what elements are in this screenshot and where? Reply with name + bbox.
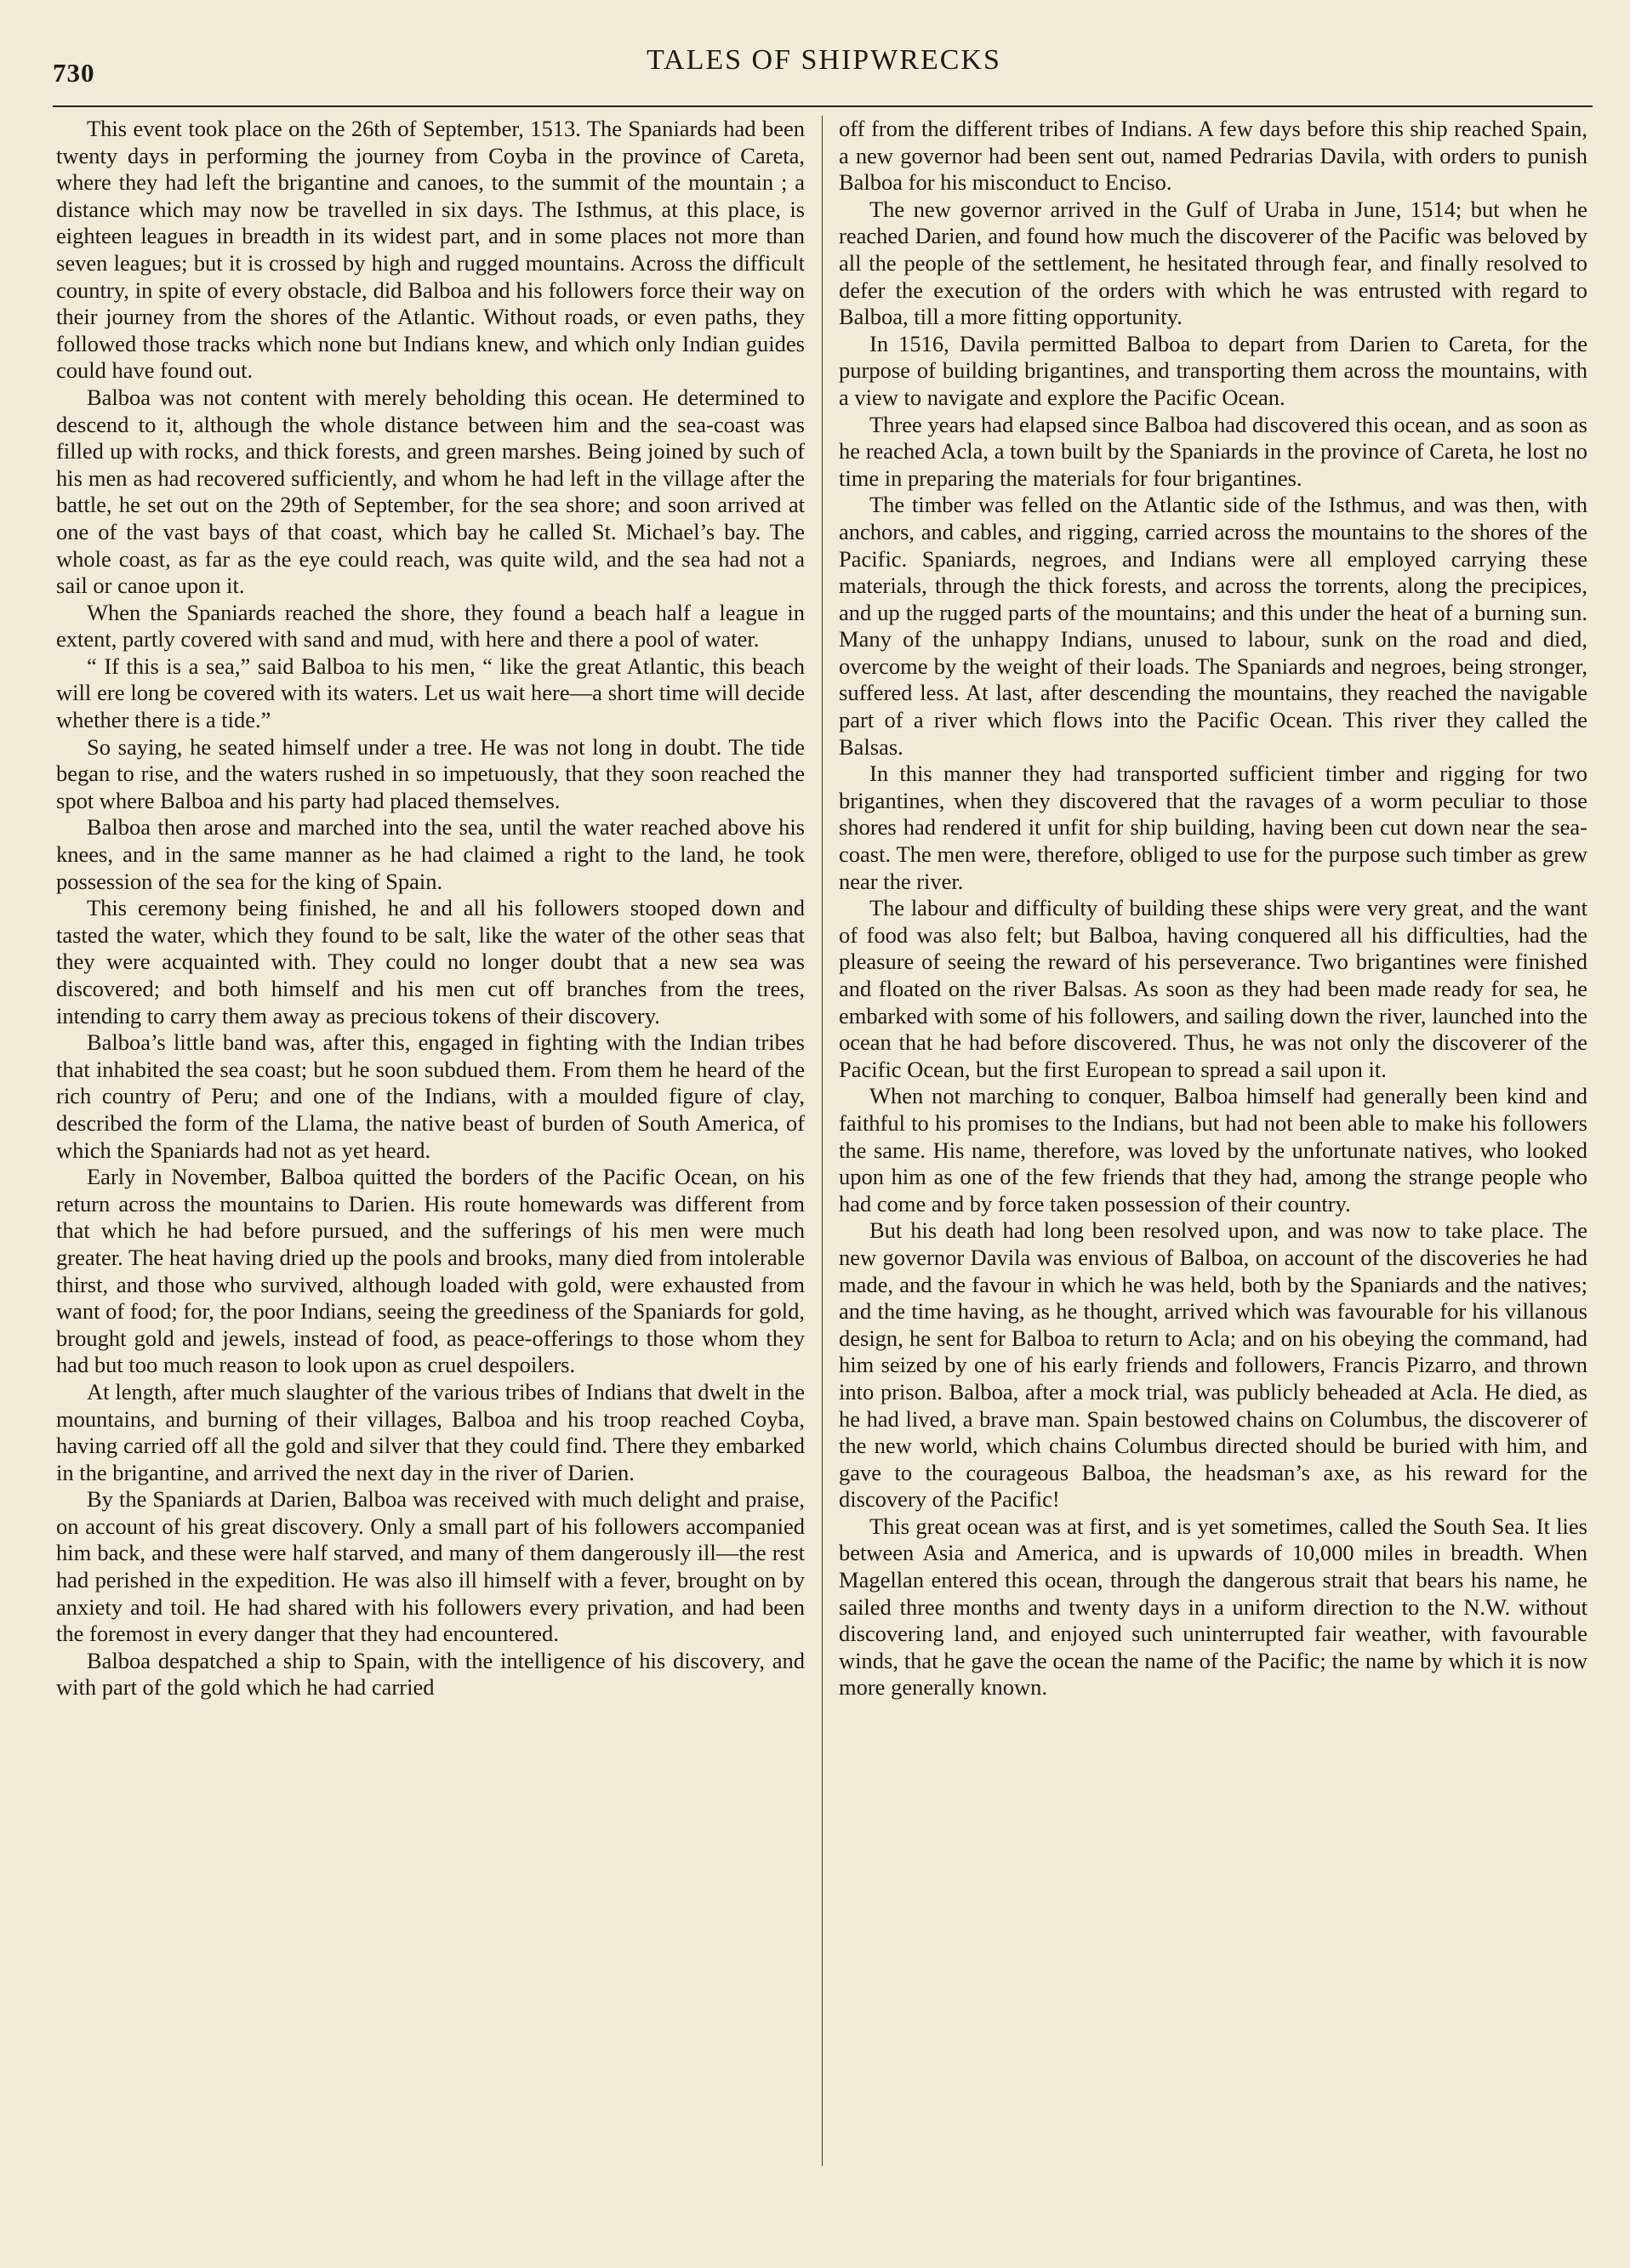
column-divider [822,116,823,2166]
paragraph: In this manner they had transported sufficient timber and rigging for two brigantines, when they discovered that the ravages of a worm peculiar to those shores had rendered it unfit for ship building, having been cut down near the sea-coast. The men were, therefore, obliged to use for the purpose such timber as grew near the river. [839,761,1587,894]
right-column [839,116,1587,2183]
paragraph: So saying, he seated himself under a tree. He was not long in doubt. The tide began to rise, and the waters rushed in so impetuously, that they soon reached the spot where Balboa and his party had placed themselves. [56,733,805,813]
header-rule [53,105,1593,107]
paragraph: The new governor arrived in the Gulf of Uraba in June, 1514; but when he reached Darien, and found how much the discoverer of the Pacific was beloved by all the people of the settlement, he hesitated through fear, and finally resolved to defer the execution of the orders with which he was entrusted with regard to Balboa, till a more fitting opportunity. [839,196,1587,330]
paragraph: Balboa was not content with merely beholding this ocean. He determined to descend to it, although the whole distance between him and the sea-coast was filled up with rocks, and thick forests, and green marshes. Being joined by such of his men as had recovered sufficiently, and whom he had left in the village after the battle, he set out on the 29th of September, for the sea shore; and soon arrived at one of the vast bays of that coast, which bay he called St. Michael’s bay. The whole coast, as far as the eye could reach, was quite wild, and the sea had not a sail or canoe upon it. [56,384,805,599]
paragraph: Early in November, Balboa quitted the borders of the Pacific Ocean, on his return across the mountains to Darien. His route homewards was different from that which he had before pursued, and the sufferings of his men were much greater. The heat having dried up the pools and brooks, many died from intolerable thirst, and those who survived, although loaded with gold, were exhausted from want of food; for, the poor Indians, seeing the greediness of the Spaniards for gold, brought gold and jewels, instead of food, as peace-offerings to those whom they had but too much reason to look upon as cruel despoilers. [56,1164,805,1378]
paragraph: By the Spaniards at Darien, Balboa was received with much delight and praise, on account of his great discovery. Only a small part of his followers accompanied him back, and these were half starved, and many of them dangerously ill—the rest had perished in the expedition. He was also ill himself with a fever, brought on by anxiety and toil. He had shared with his followers every privation, and had been the foremost in every danger that they had encountered. [56,1486,805,1647]
paragraph: The timber was felled on the Atlantic side of the Isthmus, and was then, with anchors, and cables, and rigging, carried across the mountains to the shores of the Pacific. Spaniards, negroes, and Indians were all employed carrying these materials, through the thick forests, and across the torrents, along the precipices, and up the rugged parts of the mountains; and this under the heat of a burning sun. Many of the unhappy Indians, unused to labour, sunk on the road and died, overcome by the weight of their loads. The Spaniards and negroes, being stronger, suffered less. At last, after descending the mountains, they reached the navigable part of a river which flows into the Pacific Ocean. This river they called the Balsas. [839,492,1587,760]
paragraph: At length, after much slaughter of the various tribes of Indians that dwelt in the mountains, and burning of their villages, Balboa and his troop reached Coyba, having carried off all the gold and silver that they could find. There they embarked in the brigantine, and arrived the next day in the river of Darien. [56,1378,805,1485]
page-number: 730 [53,58,95,88]
paragraph: Three years had elapsed since Balboa had discovered this ocean, and as soon as he reached Acla, a town built by the Spaniards in the province of Careta, he lost no time in preparing the materials for four brigantines. [839,411,1587,491]
paragraph: off from the different tribes of Indians. A few days before this ship reached Spain, a new governor had been sent out, named Pedrarias Davila, with orders to punish Balboa for his misconduct to Enciso. [839,116,1587,196]
paragraph: When the Spaniards reached the shore, they found a beach half a league in extent, partly covered with sand and mud, with here and there a pool of water. [56,599,805,652]
paragraph: Balboa’s little band was, after this, engaged in fighting with the Indian tribes that inhabited the sea coast; but he soon subdued them. From them he heard of the rich country of Peru; and one of the Indians, with a moulded figure of clay, described the form of the Llama, the native beast of burden of South America, of which the Spaniards had not as yet heard. [56,1029,805,1163]
paragraph: But his death had long been resolved upon, and was now to take place. The new governor Davila was envious of Balboa, on account of the discoveries he had made, and the favour in which he was held, both by the Spaniards and the natives; and the time having, as he thought, arrived which was favourable for his villanous design, he sent for Balboa to return to Acla; and on his obeying the command, had him seized by one of his early friends and followers, Francis Pizarro, and thrown into prison. Balboa, after a mock trial, was publicly beheaded at Acla. He died, as he had lived, a brave man. Spain bestowed chains on Columbus, the discoverer of the new world, which chains Columbus directed should be buried with him, and gave to the courageous Balboa, the headsman’s axe, as his reward for the discovery of the Pacific! [839,1217,1587,1513]
paragraph: In 1516, Davila permitted Balboa to depart from Darien to Careta, for the purpose of building brigantines, and transporting them across the mountains, with a view to navigate and explore the Pacific Ocean. [839,330,1587,410]
paragraph: This event took place on the 26th of September, 1513. The Spaniards had been twenty days in performing the journey from Coyba in the province of Careta, where they had left the brigantine and canoes, to the summit of the mountain ; a distance which may now be travelled in six days. The Isthmus, at this place, is eighteen leagues in breadth in its widest part, and in some places not more than seven leagues; but it is crossed by high and rugged mountains. Across the difficult country, in spite of every obstacle, did Balboa and his followers force their way on their journey from the shores of the Atlantic. Without roads, or even paths, they followed those tracks which none but Indians knew, and which only Indian guides could have found out. [56,116,805,384]
paragraph: “ If this is a sea,” said Balboa to his men, “ like the great Atlantic, this beach will ere long be covered with its waters. Let us wait here—a short time will decide whether there is a tide.” [56,652,805,733]
paragraph: This great ocean was at first, and is yet sometimes, called the South Sea. It lies between Asia and America, and is upwards of 10,000 miles in breadth. When Magellan entered this ocean, through the dangerous strait that bears his name, he sailed three months and twenty days in a uniform direction to the N.W. without discovering land, and enjoyed such uninterrupted fair weather, with favourable winds, that he gave the ocean the name of the Pacific; the name by which it is now more generally known. [839,1513,1587,1701]
paragraph: Balboa then arose and marched into the sea, until the water reached above his knees, and in the same manner as he had claimed a right to the land, he took possession of the sea for the king of Spain. [56,814,805,894]
running-title: TALES OF SHIPWRECKS [647,44,1001,76]
paragraph: Balboa despatched a ship to Spain, with the intelligence of his discovery, and with part of the gold which he had carried [56,1647,805,1701]
paragraph: When not marching to conquer, Balboa himself had generally been kind and faithful to his promises to the Indians, but had not been able to make his followers the same. His name, therefore, was loved by the unfortunate natives, who looked upon him as one of the few friends that they had, among the strange people who had come and by force taken possession of their country. [839,1083,1587,1217]
paragraph: This ceremony being finished, he and all his followers stooped down and tasted the water, which they found to be salt, like the water of the other seas that they were acquainted with. They could no longer doubt that a new sea was discovered; and both himself and his men cut off branches from the trees, intending to carry them away as precious tokens of their discovery. [56,895,805,1029]
paragraph: The labour and difficulty of building these ships were very great, and the want of food was also felt; but Balboa, having conquered all his difficulties, had the pleasure of seeing the reward of his perseverance. Two brigantines were finished and floated on the river Balsas. As soon as they had been made ready for sea, he embarked with some of his followers, and sailing down the river, launched into the ocean that he had before discovered. Thus, he was not only the discoverer of the Pacific Ocean, but the first European to spread a sail upon it. [839,895,1587,1082]
left-column [56,116,805,2183]
